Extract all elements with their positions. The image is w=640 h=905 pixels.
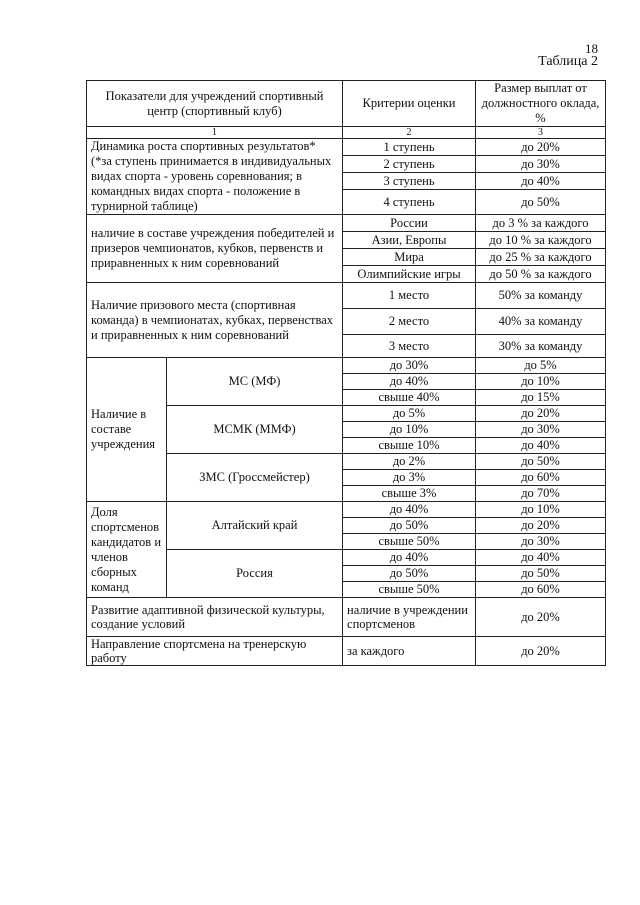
payment-cell: до 50% bbox=[476, 566, 606, 582]
table-header-row bbox=[87, 81, 606, 127]
payment-cell: до 30% bbox=[476, 156, 606, 173]
criterion-cell: свыше 10% bbox=[343, 438, 476, 454]
criterion-cell: до 50% bbox=[343, 566, 476, 582]
criterion-cell: России bbox=[343, 215, 476, 232]
criterion-cell: Мира bbox=[343, 249, 476, 266]
payment-cell: до 25 % за каждого bbox=[476, 249, 606, 266]
indicator-prize-place: Наличие призового места (спортивная команда) в чемпионатах, кубках, первенствах и приравненных к ним соревнований bbox=[87, 283, 343, 358]
criterion-cell: до 30% bbox=[343, 358, 476, 374]
table-row bbox=[87, 215, 606, 232]
group-title: МСМК (ММФ) bbox=[167, 406, 343, 454]
criterion-cell: до 40% bbox=[343, 374, 476, 390]
payment-cell: до 20% bbox=[476, 139, 606, 156]
payment-cell: до 40% bbox=[476, 550, 606, 566]
table-row bbox=[87, 139, 606, 156]
indicator-results-dynamics: Динамика роста спортивных результатов* (*за ступень принимается в индивидуальных видах спорта - уровень соревнования; в командных видах спорта - положение в турнирной таблице) bbox=[87, 139, 343, 215]
column-number: 1 bbox=[87, 127, 343, 139]
criterion-cell: 2 место bbox=[343, 309, 476, 335]
payment-cell: до 20% bbox=[476, 518, 606, 534]
payment-cell: до 60% bbox=[476, 470, 606, 486]
table-row bbox=[87, 598, 606, 637]
criterion-cell: 4 ступень bbox=[343, 190, 476, 215]
payment-cell: до 20% bbox=[476, 637, 606, 666]
header-payment: Размер выплат от должностного оклада, % bbox=[476, 81, 606, 127]
payment-cell: до 15% bbox=[476, 390, 606, 406]
payment-cell: до 50% bbox=[476, 454, 606, 470]
criterion-cell: свыше 40% bbox=[343, 390, 476, 406]
payment-cell: до 40% bbox=[476, 438, 606, 454]
criterion-cell: 3 место bbox=[343, 335, 476, 358]
payment-cell: до 10% bbox=[476, 502, 606, 518]
payment-cell: до 50% bbox=[476, 190, 606, 215]
header-indicators: Показатели для учреждений спортивный центр (спортивный клуб) bbox=[87, 81, 343, 127]
criterion-cell: за каждого bbox=[343, 637, 476, 666]
indicator-winners: наличие в составе учреждения победителей и призеров чемпионатов, кубков, первенств и приравненных к ним соревнований bbox=[87, 215, 343, 283]
criterion-cell: 1 ступень bbox=[343, 139, 476, 156]
payment-cell: до 30% bbox=[476, 422, 606, 438]
payment-cell: 50% за команду bbox=[476, 283, 606, 309]
criterion-cell: свыше 50% bbox=[343, 582, 476, 598]
criterion-cell: 1 место bbox=[343, 283, 476, 309]
criterion-cell: свыше 3% bbox=[343, 486, 476, 502]
table-caption: Таблица 2 bbox=[538, 54, 598, 69]
table-row bbox=[87, 358, 606, 374]
payment-cell: до 10% bbox=[476, 374, 606, 390]
payment-cell: до 10 % за каждого bbox=[476, 232, 606, 249]
group-title: МС (МФ) bbox=[167, 358, 343, 406]
payment-cell: до 30% bbox=[476, 534, 606, 550]
payment-cell: 40% за команду bbox=[476, 309, 606, 335]
payment-cell: до 20% bbox=[476, 598, 606, 637]
table-row bbox=[87, 637, 606, 666]
page-number: 18 bbox=[585, 41, 598, 56]
payments-table bbox=[86, 80, 606, 666]
group-title: Алтайский край bbox=[167, 502, 343, 550]
payment-cell: до 20% bbox=[476, 406, 606, 422]
group-title: ЗМС (Гроссмейстер) bbox=[167, 454, 343, 502]
criterion-cell: до 50% bbox=[343, 518, 476, 534]
table-row bbox=[87, 283, 606, 309]
payment-cell: до 70% bbox=[476, 486, 606, 502]
group-title: Россия bbox=[167, 550, 343, 598]
criterion-cell: 2 ступень bbox=[343, 156, 476, 173]
payment-cell: 30% за команду bbox=[476, 335, 606, 358]
payment-cell: до 60% bbox=[476, 582, 606, 598]
criterion-cell: до 40% bbox=[343, 550, 476, 566]
criterion-cell: 3 ступень bbox=[343, 173, 476, 190]
criterion-cell: Олимпийские игры bbox=[343, 266, 476, 283]
indicator-adaptive-sport: Развитие адаптивной физической культуры, создание условий bbox=[87, 598, 343, 637]
payment-cell: до 5% bbox=[476, 358, 606, 374]
criterion-cell: до 10% bbox=[343, 422, 476, 438]
indicator-staff-composition: Наличие в составе учреждения bbox=[87, 358, 167, 502]
criterion-cell: Азии, Европы bbox=[343, 232, 476, 249]
criterion-cell: наличие в учреждении спортсменов bbox=[343, 598, 476, 637]
criterion-cell: свыше 50% bbox=[343, 534, 476, 550]
payment-cell: до 40% bbox=[476, 173, 606, 190]
indicator-team-candidates: Доля спортсменов кандидатов и членов сборных команд bbox=[87, 502, 167, 598]
payment-cell: до 3 % за каждого bbox=[476, 215, 606, 232]
table-row bbox=[87, 502, 606, 518]
criterion-cell: до 3% bbox=[343, 470, 476, 486]
column-number: 2 bbox=[343, 127, 476, 139]
header-criteria: Критерии оценки bbox=[343, 81, 476, 127]
criterion-cell: до 5% bbox=[343, 406, 476, 422]
criterion-cell: до 40% bbox=[343, 502, 476, 518]
criterion-cell: до 2% bbox=[343, 454, 476, 470]
column-number: 3 bbox=[476, 127, 606, 139]
column-number-row bbox=[87, 127, 606, 139]
indicator-coaching-referral: Направление спортсмена на тренерскую работу bbox=[87, 637, 343, 666]
payment-cell: до 50 % за каждого bbox=[476, 266, 606, 283]
